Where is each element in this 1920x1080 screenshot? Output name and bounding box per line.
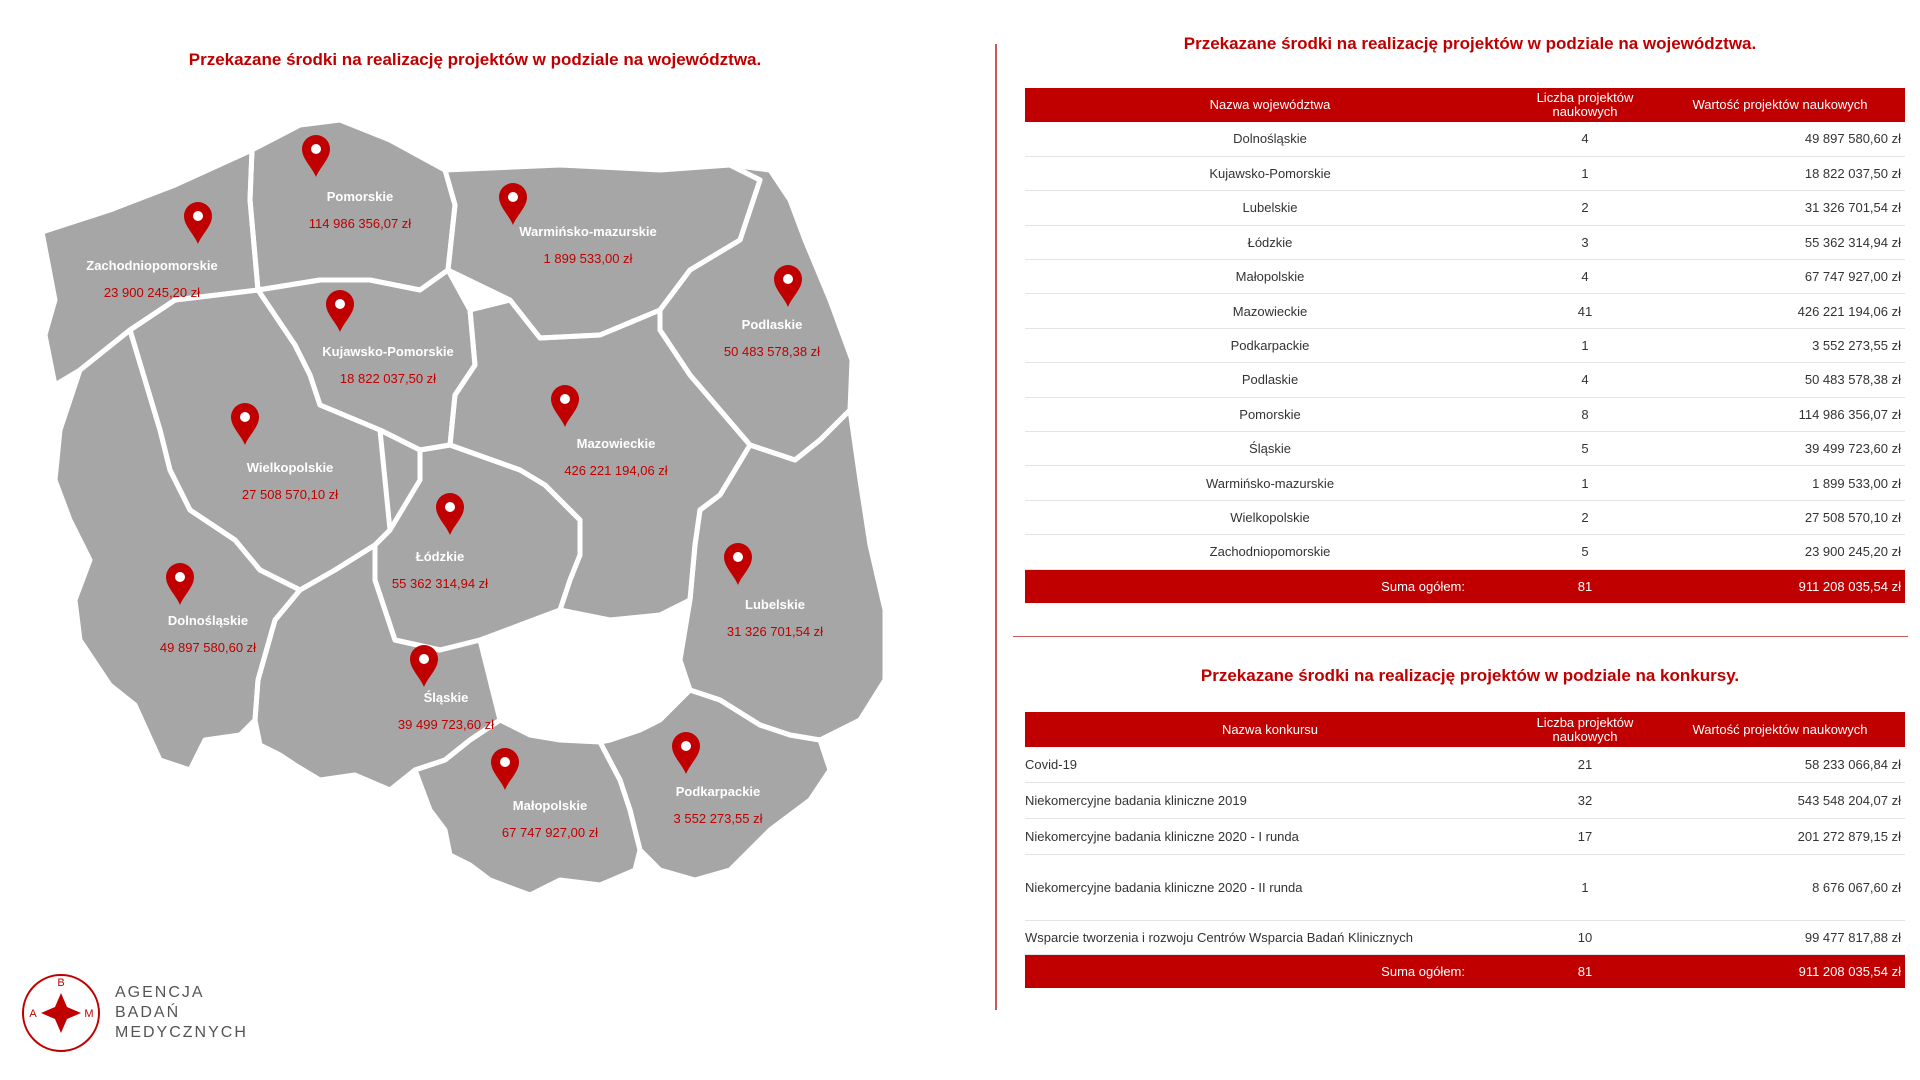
total-label: Suma ogółem:	[1025, 569, 1515, 603]
table-header-row	[1025, 712, 1905, 747]
region-label	[392, 549, 488, 591]
region-name: Lubelskie	[745, 597, 805, 612]
table-total-row	[1025, 954, 1905, 988]
region-label	[502, 798, 598, 840]
table-row	[1025, 122, 1905, 156]
cell-count: 4	[1515, 122, 1655, 156]
region-value: 49 897 580,60 zł	[159, 640, 257, 655]
region-name: Wielkopolskie	[246, 460, 334, 475]
cell-name: Covid-19	[1025, 747, 1515, 782]
cell-count: 21	[1515, 747, 1655, 782]
region-label	[724, 317, 820, 359]
table-row	[1025, 782, 1905, 818]
vertical-divider	[995, 44, 997, 1010]
cell-count: 1	[1515, 328, 1655, 362]
cell-count: 17	[1515, 818, 1655, 854]
logo-line-3: MEDYCZNYCH	[115, 1024, 248, 1041]
region-name: Podkarpackie	[675, 784, 761, 799]
table-row	[1025, 747, 1905, 782]
column-header-value: Wartość projektów naukowych	[1655, 712, 1905, 747]
pin-dot	[240, 412, 250, 422]
cell-name: Wsparcie tworzenia i rozwoju Centrów Wsparcia Badań Klinicznych	[1025, 920, 1515, 954]
table-row	[1025, 260, 1905, 294]
cell-name: Małopolskie	[1025, 260, 1515, 294]
cell-value: 49 897 580,60 zł	[1655, 122, 1905, 156]
cell-value: 55 362 314,94 zł	[1655, 225, 1905, 259]
cell-count: 1	[1515, 854, 1655, 920]
pin-dot	[500, 757, 510, 767]
contests-table-title: Przekazane środki na realizację projektów w podziale na konkursy.	[1200, 666, 1740, 685]
table-row	[1025, 156, 1905, 190]
table-row	[1025, 500, 1905, 534]
region-value: 67 747 927,00 zł	[501, 825, 599, 840]
cell-count: 5	[1515, 432, 1655, 466]
region-label	[86, 258, 217, 300]
regions-table-title: Przekazane środki na realizację projektów w podziale na województwa.	[1183, 34, 1757, 53]
table-header-row	[1025, 88, 1905, 122]
cell-count: 32	[1515, 782, 1655, 818]
region-label	[564, 436, 667, 478]
regions-table	[1025, 88, 1905, 603]
horizontal-divider	[1013, 636, 1908, 637]
pin-dot	[508, 192, 518, 202]
cell-count: 2	[1515, 500, 1655, 534]
cell-name: Łódzkie	[1025, 225, 1515, 259]
cell-count: 1	[1515, 466, 1655, 500]
cell-count: 3	[1515, 225, 1655, 259]
region-name: Pomorskie	[326, 189, 394, 204]
abm-logo	[20, 970, 260, 1055]
cell-value: 67 747 927,00 zł	[1655, 260, 1905, 294]
region-value: 39 499 723,60 zł	[397, 717, 495, 732]
cell-name: Dolnośląskie	[1025, 122, 1515, 156]
table-row	[1025, 225, 1905, 259]
pin-dot	[681, 741, 691, 751]
poland-map	[0, 90, 960, 950]
cell-name: Podkarpackie	[1025, 328, 1515, 362]
region-name: Kujawsko-Pomorskie	[322, 344, 454, 359]
column-header-contest: Nazwa konkursu	[1025, 712, 1515, 747]
table-row	[1025, 363, 1905, 397]
cell-value: 99 477 817,88 zł	[1655, 920, 1905, 954]
cell-count: 4	[1515, 260, 1655, 294]
column-header-count: Liczba projektów naukowych	[1515, 712, 1655, 747]
cell-count: 10	[1515, 920, 1655, 954]
column-header-region: Nazwa województwa	[1025, 88, 1515, 122]
cell-value: 3 552 273,55 zł	[1655, 328, 1905, 362]
logo-emblem-icon	[20, 972, 102, 1054]
region-name: Warmińsko-mazurskie	[519, 224, 657, 239]
logo-line-1: AGENCJA	[115, 984, 205, 1001]
table-row	[1025, 191, 1905, 225]
table-row	[1025, 854, 1905, 920]
region-label	[398, 690, 494, 732]
region-label	[242, 460, 338, 502]
table-row	[1025, 535, 1905, 569]
cell-value: 1 899 533,00 zł	[1655, 466, 1905, 500]
region-name: Łódzkie	[415, 549, 465, 564]
cell-name: Kujawsko-Pomorskie	[1025, 156, 1515, 190]
cell-count: 8	[1515, 397, 1655, 431]
cell-name: Wielkopolskie	[1025, 500, 1515, 534]
region-name: Mazowieckie	[576, 436, 656, 451]
table-row	[1025, 328, 1905, 362]
cell-name: Zachodniopomorskie	[1025, 535, 1515, 569]
region-value: 1 899 533,00 zł	[543, 251, 633, 266]
cell-count: 5	[1515, 535, 1655, 569]
region-value: 31 326 701,54 zł	[726, 624, 824, 639]
cell-value: 114 986 356,07 zł	[1655, 397, 1905, 431]
svg-text:M: M	[84, 1008, 94, 1020]
table-row	[1025, 466, 1905, 500]
region-value: 3 552 273,55 zł	[673, 811, 763, 826]
contests-table	[1025, 712, 1905, 988]
cell-name: Warmińsko-mazurskie	[1025, 466, 1515, 500]
pin-dot	[335, 299, 345, 309]
svg-text:B: B	[57, 977, 65, 989]
table-row	[1025, 294, 1905, 328]
total-count: 81	[1515, 569, 1655, 603]
cell-count: 4	[1515, 363, 1655, 397]
pin-dot	[445, 502, 455, 512]
pin-dot	[419, 654, 429, 664]
total-label: Suma ogółem:	[1025, 954, 1515, 988]
region-label	[309, 189, 411, 231]
cell-name: Podlaskie	[1025, 363, 1515, 397]
cell-value: 201 272 879,15 zł	[1655, 818, 1905, 854]
region-name: Dolnośląskie	[167, 613, 249, 628]
cell-value: 23 900 245,20 zł	[1655, 535, 1905, 569]
cell-count: 2	[1515, 191, 1655, 225]
column-header-count: Liczba projektów naukowych	[1515, 88, 1655, 122]
cell-name: Niekomercyjne badania kliniczne 2020 - I runda	[1025, 818, 1515, 854]
region-label	[519, 224, 657, 266]
pin-dot	[560, 394, 570, 404]
region-value: 55 362 314,94 zł	[391, 576, 489, 591]
region-name: Zachodniopomorskie	[86, 258, 218, 273]
cell-name: Lubelskie	[1025, 191, 1515, 225]
cell-value: 543 548 204,07 zł	[1655, 782, 1905, 818]
pin-dot	[733, 552, 743, 562]
pin-dot	[311, 144, 321, 154]
pin-dot	[783, 274, 793, 284]
cell-name: Niekomercyjne badania kliniczne 2019	[1025, 782, 1515, 818]
cell-name: Niekomercyjne badania kliniczne 2020 - II runda	[1025, 854, 1515, 920]
logo-line-2: BADAŃ	[115, 1004, 181, 1021]
cell-value: 50 483 578,38 zł	[1655, 363, 1905, 397]
region-label	[674, 784, 763, 826]
table-row	[1025, 818, 1905, 854]
region-name: Małopolskie	[512, 798, 588, 813]
svg-text:A: A	[29, 1008, 37, 1020]
map-title: Przekazane środki na realizację projektów w podziale na województwa.	[188, 50, 762, 69]
table-row	[1025, 397, 1905, 431]
cell-value: 39 499 723,60 zł	[1655, 432, 1905, 466]
region-value: 426 221 194,06 zł	[564, 463, 668, 478]
table-row	[1025, 920, 1905, 954]
cell-count: 1	[1515, 156, 1655, 190]
total-value: 911 208 035,54 zł	[1655, 954, 1905, 988]
cell-count: 41	[1515, 294, 1655, 328]
region-name: Śląskie	[423, 690, 469, 705]
region-value: 27 508 570,10 zł	[241, 487, 339, 502]
region-value: 114 986 356,07 zł	[308, 216, 412, 231]
column-header-value: Wartość projektów naukowych	[1655, 88, 1905, 122]
cell-name: Pomorskie	[1025, 397, 1515, 431]
cell-value: 31 326 701,54 zł	[1655, 191, 1905, 225]
cell-value: 27 508 570,10 zł	[1655, 500, 1905, 534]
map-svg	[0, 90, 960, 950]
region-label	[160, 613, 256, 655]
cell-value: 426 221 194,06 zł	[1655, 294, 1905, 328]
cell-name: Mazowieckie	[1025, 294, 1515, 328]
cell-value: 18 822 037,50 zł	[1655, 156, 1905, 190]
region-value: 18 822 037,50 zł	[339, 371, 437, 386]
cell-value: 58 233 066,84 zł	[1655, 747, 1905, 782]
region-label	[322, 344, 454, 386]
pin-dot	[193, 211, 203, 221]
region-value: 50 483 578,38 zł	[723, 344, 821, 359]
region-label	[727, 597, 823, 639]
region-name: Podlaskie	[741, 317, 803, 332]
total-value: 911 208 035,54 zł	[1655, 569, 1905, 603]
total-count: 81	[1515, 954, 1655, 988]
region-value: 23 900 245,20 zł	[103, 285, 201, 300]
pin-dot	[175, 572, 185, 582]
table-row	[1025, 432, 1905, 466]
cell-name: Śląskie	[1025, 432, 1515, 466]
table-total-row	[1025, 569, 1905, 603]
cell-value: 8 676 067,60 zł	[1655, 854, 1905, 920]
